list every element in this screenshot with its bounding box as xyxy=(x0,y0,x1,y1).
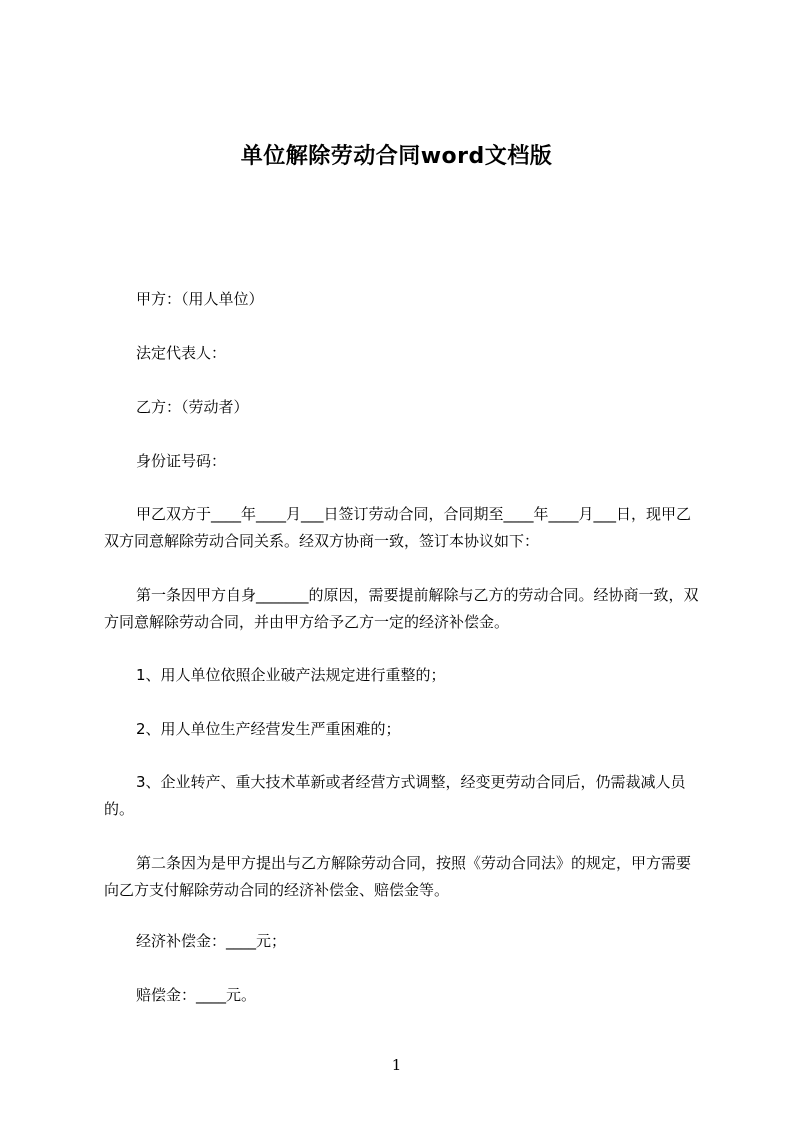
article-one-paragraph: 第一条因甲方自身_______的原因，需要提前解除与乙方的劳动合同。经协商一致，双方同意解除劳动合同，并由甲方给予乙方一定的经济补偿金。 xyxy=(104,586,699,631)
agreement-intro-paragraph: 甲乙双方于____年____月___日签订劳动合同，合同期至____年____月___日，现甲乙双方同意解除劳动合同关系。经双方协商一致，签订本协议如下： xyxy=(104,505,692,550)
id-number-line: 身份证号码： xyxy=(136,452,227,470)
list-item-1: 1、用人单位依照企业破产法规定进行重整的； xyxy=(136,666,446,684)
damages-line: 赔偿金：____元。 xyxy=(136,986,257,1004)
list-item-3: 3、企业转产、重大技术革新或者经营方式调整，经变更劳动合同后，仍需裁减人员的。 xyxy=(104,773,686,818)
economic-compensation-line: 经济补偿金：____元； xyxy=(136,932,287,950)
list-item-2: 2、用人单位生产经营发生严重困难的； xyxy=(136,720,401,738)
article-two-paragraph: 第二条因为是甲方提出与乙方解除劳动合同，按照《劳动合同法》的规定，甲方需要向乙方支付解除劳动合同的经济补偿金、赔偿金等。 xyxy=(104,854,692,899)
party-a-line: 甲方：（用人单位） xyxy=(136,290,264,308)
document-title: 单位解除劳动合同word文档版 xyxy=(240,144,553,169)
page-number: 1 xyxy=(391,1056,402,1074)
legal-representative-line: 法定代表人： xyxy=(136,344,227,362)
party-b-line: 乙方：（劳动者） xyxy=(136,398,249,416)
